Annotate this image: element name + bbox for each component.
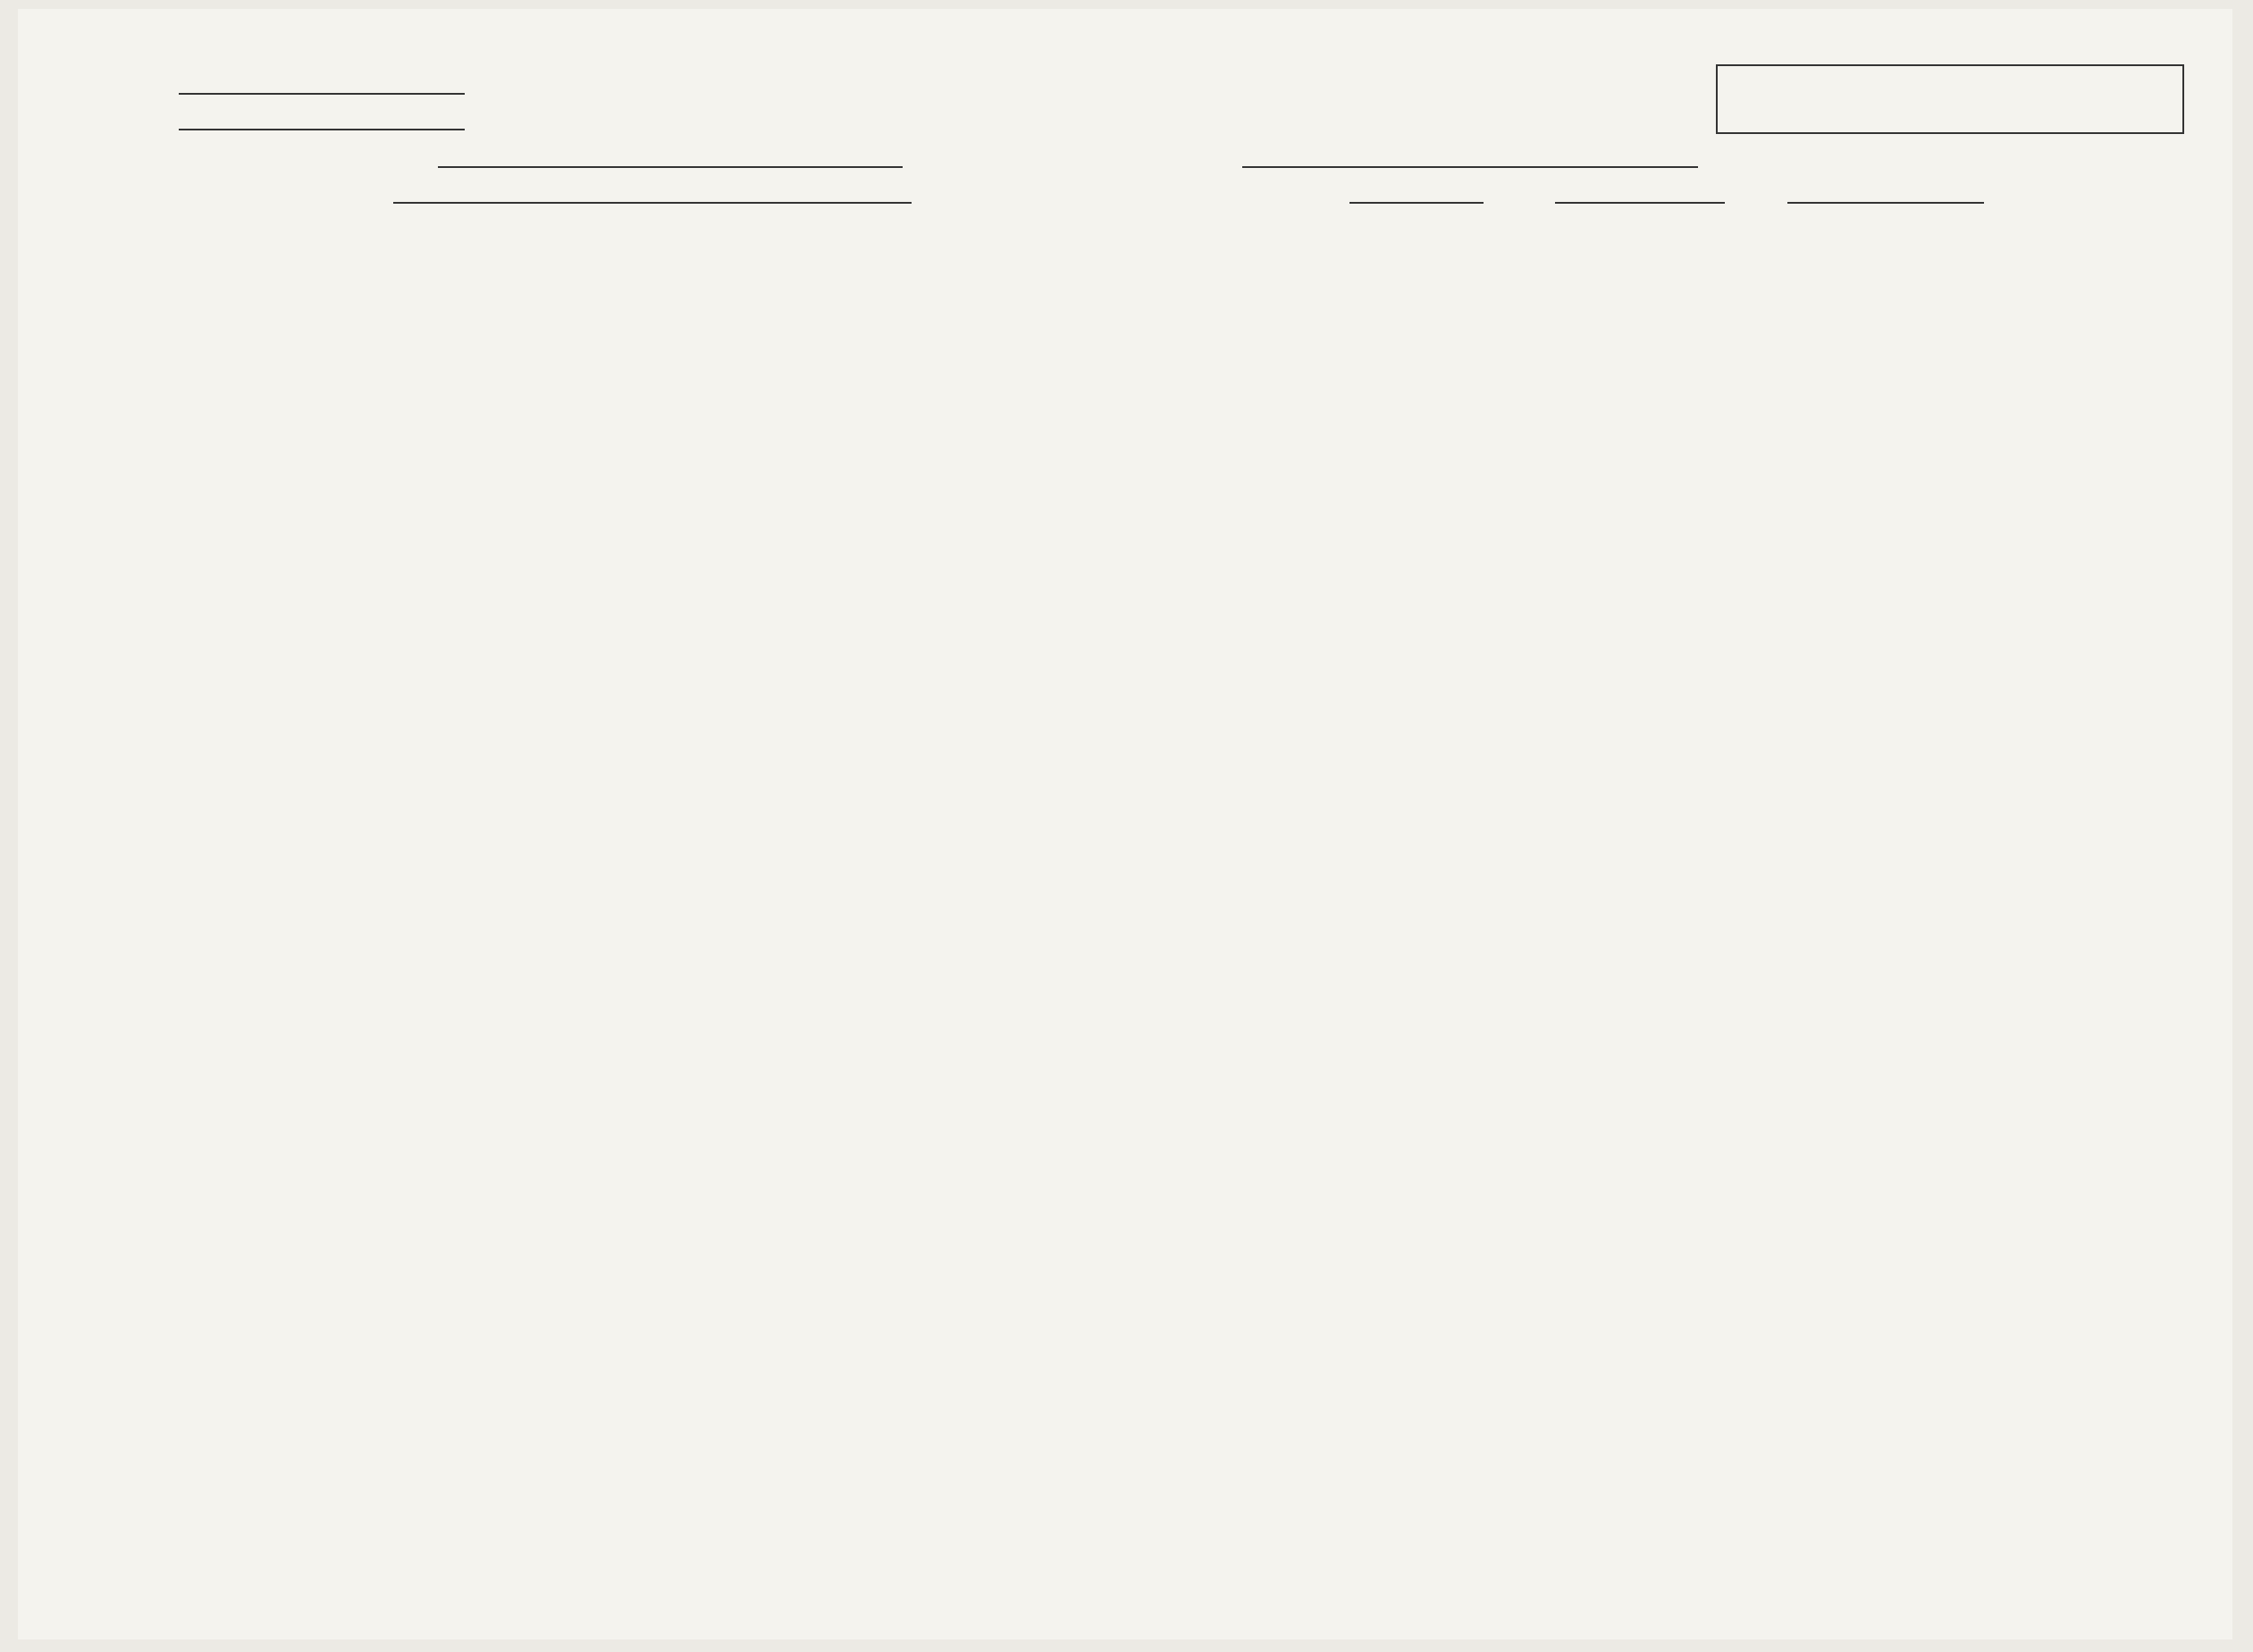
table-grid-lines (18, 9, 2232, 1639)
census-sheet (18, 9, 2232, 1639)
